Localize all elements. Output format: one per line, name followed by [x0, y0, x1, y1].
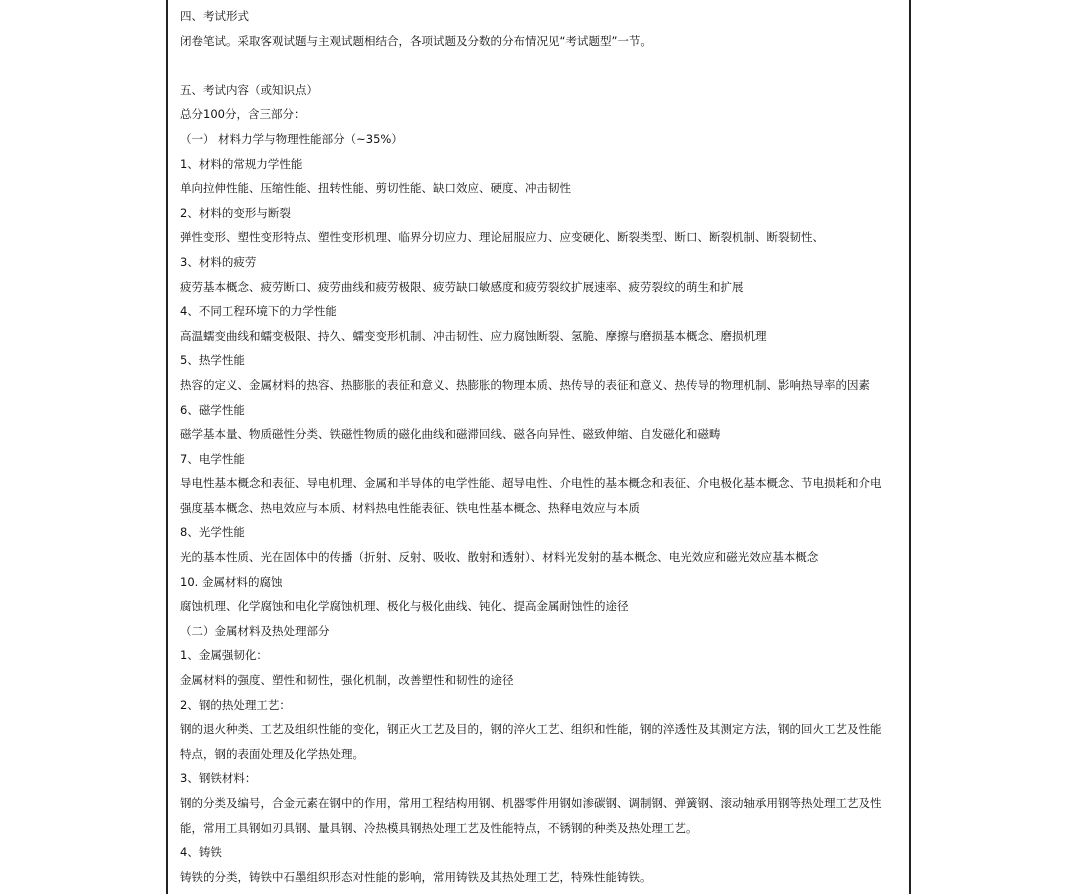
- section-5-title: 五、考试内容（或知识点）: [180, 82, 318, 97]
- blank-line: [180, 53, 904, 78]
- part-2-item-4-title: 4、铸铁: [180, 845, 222, 860]
- section-4-title: 四、考试形式: [180, 9, 249, 23]
- document-content: [180, 4, 904, 889]
- part-1-title: （一） 材料力学与物理性能部分（~35%）: [180, 131, 403, 146]
- part-2-item-1-title: 1、金属强韧化：: [180, 648, 268, 663]
- part-1-item-3-title: 3、材料的疲劳: [180, 254, 257, 269]
- part-2-item-3-title: 3、钢铁材料：: [180, 771, 257, 786]
- part-1-item-1-body: 单向拉伸性能、压缩性能、扭转性能、剪切性能、缺口效应、硬度、冲击韧性: [180, 181, 571, 196]
- part-1-item-10-title: 10. 金属材料的腐蚀: [180, 574, 283, 589]
- part-1-item-5-title: 5、热学性能: [180, 353, 245, 368]
- part-1-item-4-body: 高温蠕变曲线和蠕变极限、持久、蠕变变形机制、冲击韧性、应力腐蚀断裂、氢脆、摩擦与磨损基本概念、磨损机理: [180, 328, 767, 343]
- part-1-item-6-body: 磁学基本量、物质磁性分类、铁磁性物质的磁化曲线和磁滞回线、磁各向异性、磁致伸缩、自发磁化和磁畴: [180, 427, 721, 442]
- part-1-item-7-title: 7、电学性能: [180, 451, 245, 466]
- part-1-item-2-body: 弹性变形、塑性变形特点、塑性变形机理、临界分切应力、理论屈服应力、应变硬化、断裂类型、断口、断裂机制、断裂韧性、: [180, 230, 824, 245]
- part-1-item-4-title: 4、不同工程环境下的力学性能: [180, 304, 337, 319]
- part-1-item-1-title: 1、材料的常规力学性能: [180, 156, 303, 171]
- part-1-item-8-title: 8、光学性能: [180, 525, 245, 540]
- part-2-item-2-body-line-2: 特点，钢的表面处理及化学热处理。: [180, 746, 364, 761]
- part-1-item-3-body: 疲劳基本概念、疲劳断口、疲劳曲线和疲劳极限、疲劳缺口敏感度和疲劳裂纹扩展速率、疲劳裂纹的萌生和扩展: [180, 279, 744, 294]
- part-1-item-7-body-line-1: 导电性基本概念和表征、导电机理、金属和半导体的电学性能、超导电性、介电性的基本概念和表征、介电极化基本概念、节电损耗和介电: [180, 476, 882, 491]
- part-2-title: （二）金属材料及热处理部分: [180, 623, 330, 638]
- part-2-item-3-body-line-2: 能，常用工具钢如刃具钢、量具钢、冷热模具钢热处理工艺及性能特点，不锈钢的种类及热处理工艺。: [180, 820, 698, 835]
- section-5-total: 总分100分，含三部分：: [180, 107, 306, 122]
- part-1-item-6-title: 6、磁学性能: [180, 402, 245, 417]
- part-2-item-4-body: 铸铁的分类，铸铁中石墨组织形态对性能的影响，常用铸铁及其热处理工艺，特殊性能铸铁。: [180, 869, 652, 884]
- part-1-item-8-body: 光的基本性质、光在固体中的传播（折射、反射、吸收、散射和透射）、材料光发射的基本概念、电光效应和磁光效应基本概念: [180, 550, 819, 565]
- part-1-item-10-body: 腐蚀机理、化学腐蚀和电化学腐蚀机理、极化与极化曲线、钝化、提高金属耐蚀性的途径: [180, 599, 629, 614]
- part-1-item-5-body: 热容的定义、金属材料的热容、热膨胀的表征和意义、热膨胀的物理本质、热传导的表征和意义、热传导的物理机制、影响热导率的因素: [180, 377, 870, 392]
- part-1-item-7-body-line-2: 强度基本概念、热电效应与本质、材料热电性能表征、铁电性基本概念、热释电效应与本质: [180, 500, 640, 515]
- part-2-item-2-body-line-1: 钢的退火种类、工艺及组织性能的变化，钢正火工艺及目的，钢的淬火工艺、组织和性能，钢的淬透性及其测定方法，钢的回火工艺及性能: [180, 722, 882, 737]
- part-1-item-2-title: 2、材料的变形与断裂: [180, 205, 291, 220]
- part-2-item-3-body-line-1: 钢的分类及编号，合金元素在钢中的作用，常用工程结构用钢、机器零件用钢如渗碳钢、调制钢、弹簧钢、滚动轴承用钢等热处理工艺及性: [180, 796, 882, 810]
- part-2-item-2-title: 2、钢的热处理工艺：: [180, 697, 291, 712]
- part-2-item-1-body: 金属材料的强度、塑性和韧性，强化机制，改善塑性和韧性的途径: [180, 673, 514, 688]
- section-4-body: 闭卷笔试。采取客观试题与主观试题相结合，各项试题及分数的分布情况见“考试题型”一节。: [180, 33, 652, 48]
